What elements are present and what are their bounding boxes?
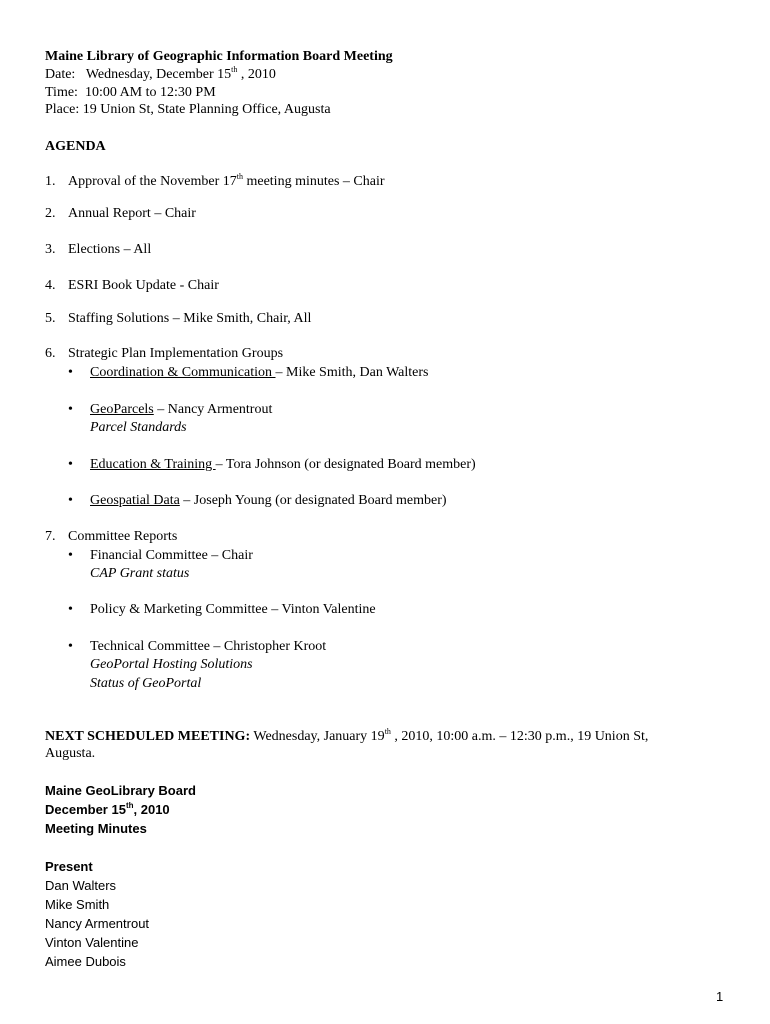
attendee: Vinton Valentine — [45, 935, 139, 950]
next-meeting-label: NEXT SCHEDULED MEETING: — [45, 729, 251, 744]
strategic-group-rest: – Mike Smith, Dan Walters — [275, 365, 429, 380]
strategic-group-rest: – Nancy Armentrout — [153, 402, 273, 417]
attendee: Mike Smith — [45, 897, 110, 912]
next-meeting — [45, 728, 648, 745]
date-value: Wednesday, December 15 — [85, 67, 232, 82]
minutes-date-year: , 2010 — [133, 802, 170, 817]
agenda-item-1-rest: meeting minutes – Chair — [242, 174, 385, 189]
date-year: , 2010 — [237, 67, 276, 82]
strategic-group-link: Education & Training — [90, 457, 216, 472]
bullet-icon: • — [68, 457, 73, 472]
agenda-heading: AGENDA — [45, 139, 106, 154]
time-label: Time: — [45, 85, 78, 100]
strategic-group-note: Parcel Standards — [90, 420, 187, 435]
bullet-icon: • — [68, 548, 73, 563]
bullet-icon: • — [68, 402, 73, 417]
committee-item: Policy & Marketing Committee – Vinton Valentine — [90, 602, 376, 617]
attendee: Nancy Armentrout — [45, 916, 150, 931]
agenda-number: 1. — [45, 174, 56, 189]
minutes-org: Maine GeoLibrary Board — [45, 783, 196, 798]
agenda-item-1-sup: th — [236, 172, 243, 181]
strategic-group-item — [90, 456, 476, 473]
date-label: Date: — [45, 67, 76, 82]
agenda-item-1 — [68, 173, 385, 190]
bullet-icon: • — [68, 602, 73, 617]
attendee: Dan Walters — [45, 878, 117, 893]
committee-item: Technical Committee – Christopher Kroot — [90, 639, 327, 654]
agenda-number: 7. — [45, 529, 56, 544]
committee-note: GeoPortal Hosting Solutions — [90, 657, 253, 672]
bullet-icon: • — [68, 639, 73, 654]
meeting-place: Place: 19 Union St, State Planning Office, Augusta — [45, 102, 331, 117]
bullet-icon: • — [68, 493, 73, 508]
next-meeting-date: Wednesday, January 19 — [250, 729, 385, 744]
agenda-item-2: Annual Report – Chair — [68, 206, 196, 221]
page-number: 1 — [716, 989, 724, 1004]
agenda-item-4: ESRI Book Update - Chair — [68, 278, 219, 293]
meeting-title: Maine Library of Geographic Information Board Meeting — [45, 49, 393, 64]
strategic-group-link: Geospatial Data — [90, 493, 180, 508]
agenda-number: 5. — [45, 311, 56, 326]
attendee: Aimee Dubois — [45, 954, 126, 969]
bullet-icon: • — [68, 365, 73, 380]
minutes-date-sup: th — [125, 801, 134, 810]
strategic-group-rest: – Tora Johnson (or designated Board member) — [215, 457, 476, 472]
minutes-date-text: December 15 — [45, 802, 126, 817]
agenda-item-7: Committee Reports — [68, 529, 178, 544]
present-heading: Present — [45, 859, 93, 874]
committee-note: Status of GeoPortal — [90, 676, 202, 691]
agenda-item-1-text: Approval of the November 17 — [68, 174, 237, 189]
committee-note: CAP Grant status — [90, 566, 190, 581]
date-sup: th — [231, 65, 238, 74]
minutes-title: Meeting Minutes — [45, 821, 147, 836]
strategic-group-rest: – Joseph Young (or designated Board member) — [179, 493, 447, 508]
strategic-group-item — [90, 364, 429, 381]
strategic-group-item — [90, 401, 272, 418]
agenda-number: 6. — [45, 346, 56, 361]
time-value: 10:00 AM to 12:30 PM — [84, 85, 216, 100]
strategic-group-item — [90, 492, 447, 509]
committee-item: Financial Committee – Chair — [90, 548, 253, 563]
agenda-item-6: Strategic Plan Implementation Groups — [68, 346, 284, 361]
agenda-item-5: Staffing Solutions – Mike Smith, Chair, All — [68, 311, 312, 326]
meeting-time — [45, 84, 216, 101]
strategic-group-link: Coordination & Communication — [90, 365, 276, 380]
agenda-number: 4. — [45, 278, 56, 293]
agenda-item-3: Elections – All — [68, 242, 152, 257]
next-meeting-city: Augusta. — [45, 746, 96, 761]
strategic-group-link: GeoParcels — [90, 402, 154, 417]
agenda-number: 3. — [45, 242, 56, 257]
next-meeting-details: , 2010, 10:00 a.m. – 12:30 p.m., 19 Union St, — [390, 729, 649, 744]
meeting-date — [45, 66, 276, 83]
next-meeting-sup: th — [384, 727, 391, 736]
agenda-number: 2. — [45, 206, 56, 221]
minutes-date — [45, 801, 170, 818]
